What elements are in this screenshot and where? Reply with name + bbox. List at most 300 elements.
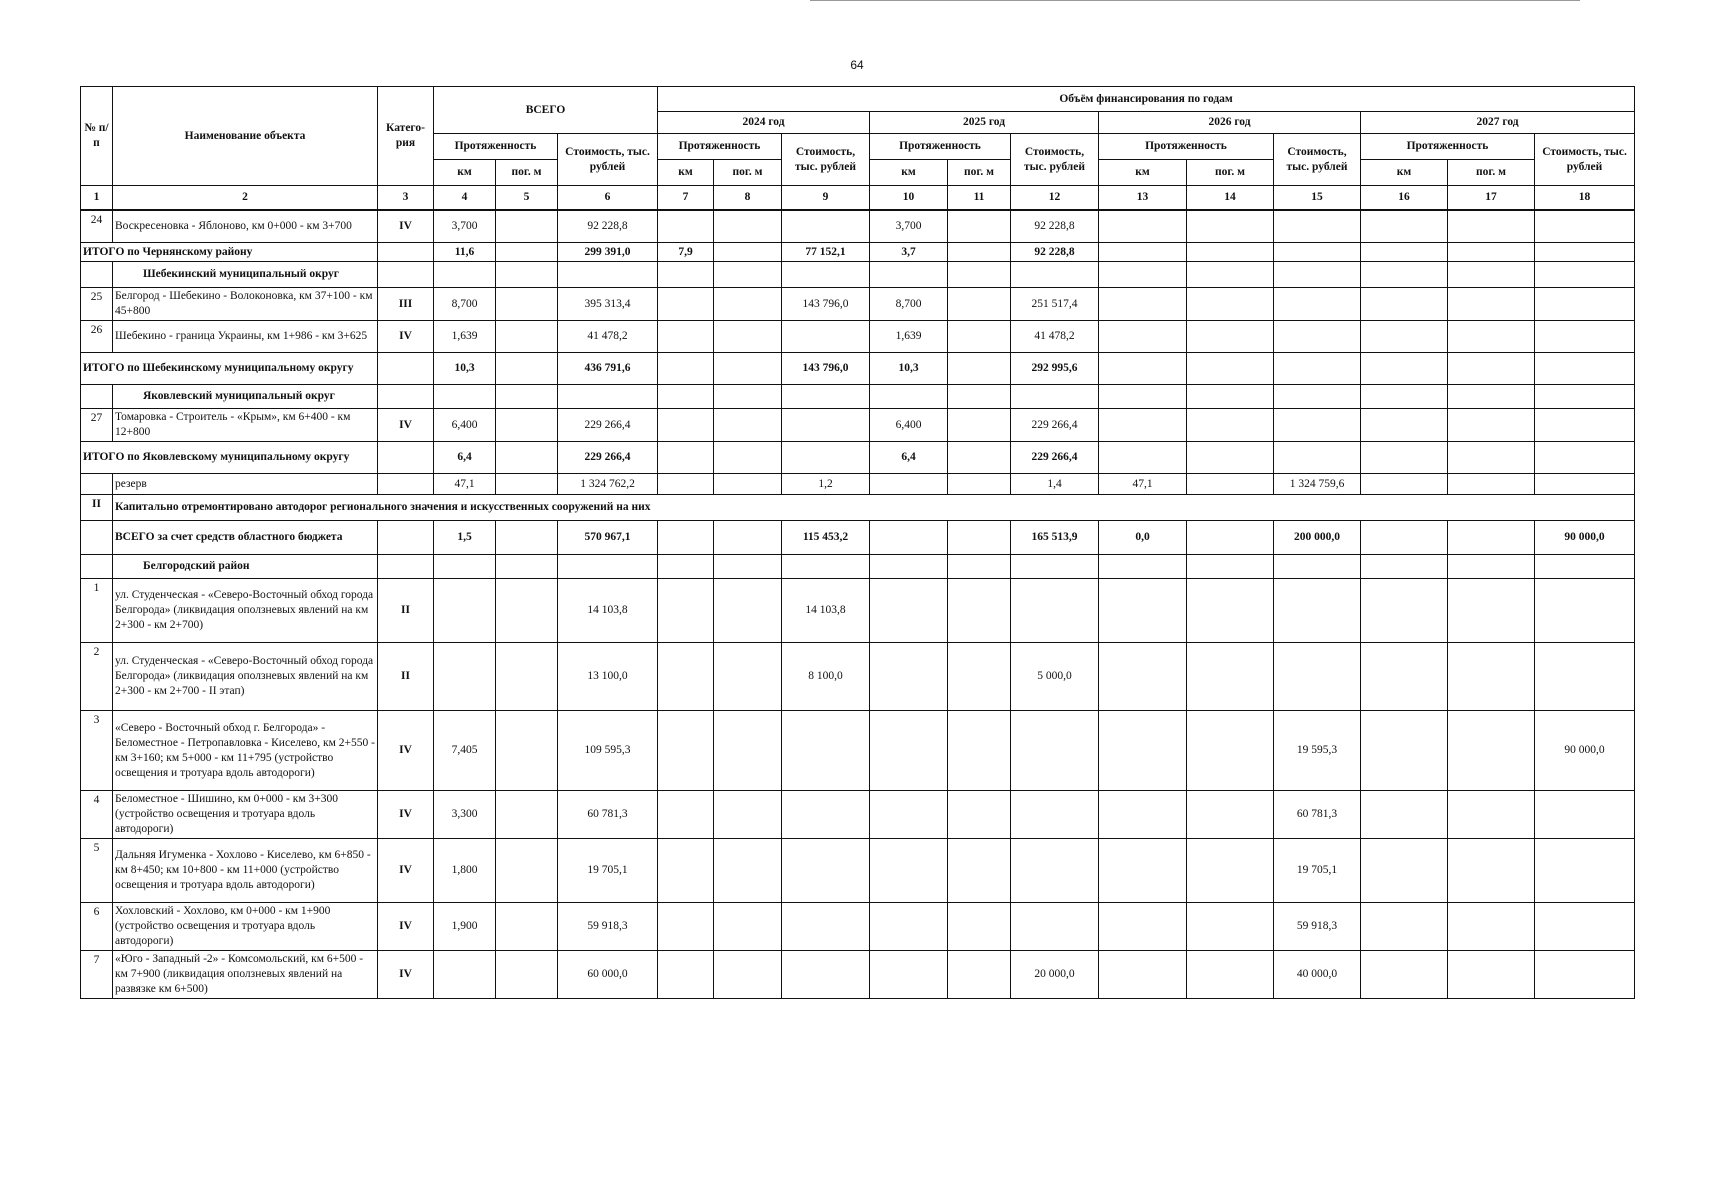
value-cell — [658, 321, 714, 353]
value-cell — [1535, 579, 1635, 643]
value-cell: 59 918,3 — [558, 903, 658, 951]
value-cell — [782, 903, 870, 951]
category-cell: IV — [378, 210, 434, 243]
category-cell: IV — [378, 711, 434, 791]
value-cell: 6,4 — [434, 442, 496, 474]
value-cell: 6,400 — [870, 409, 948, 442]
value-cell — [1099, 288, 1187, 321]
column-index: 16 — [1361, 186, 1448, 210]
value-cell: 8 100,0 — [782, 643, 870, 711]
column-index: 3 — [378, 186, 434, 210]
object-name: ул. Студенческая - «Северо-Восточный обход города Белгорода» (ликвидация оползневых явлений на км 2+300 - км 2+700 - II этап) — [113, 643, 378, 711]
value-cell — [496, 839, 558, 903]
value-cell — [1448, 579, 1535, 643]
value-cell: 143 796,0 — [782, 353, 870, 385]
empty-cell — [1011, 385, 1099, 409]
value-cell — [496, 321, 558, 353]
value-cell — [1099, 643, 1187, 711]
value-cell — [658, 474, 714, 495]
value-cell — [870, 951, 948, 999]
value-cell: 7,405 — [434, 711, 496, 791]
value-cell — [948, 579, 1011, 643]
value-cell — [1535, 321, 1635, 353]
value-cell — [948, 474, 1011, 495]
column-index: 18 — [1535, 186, 1635, 210]
category-cell — [378, 353, 434, 385]
category-cell: IV — [378, 321, 434, 353]
value-cell — [948, 288, 1011, 321]
value-cell — [1361, 409, 1448, 442]
value-cell: 395 313,4 — [558, 288, 658, 321]
value-cell — [714, 321, 782, 353]
value-cell — [1448, 288, 1535, 321]
value-cell: 3,7 — [870, 243, 948, 262]
total-row — [81, 353, 1635, 385]
header-funding: Объём финансирования по годам — [658, 87, 1635, 112]
value-cell — [1361, 474, 1448, 495]
value-cell — [1099, 321, 1187, 353]
total-label: ИТОГО по Шебекинскому муниципальному округу — [81, 353, 378, 385]
category-cell: III — [378, 288, 434, 321]
value-cell — [1448, 903, 1535, 951]
empty-cell — [1535, 555, 1635, 579]
value-cell: 1,5 — [434, 521, 496, 555]
row-number: 1 — [81, 579, 113, 643]
value-cell — [1361, 321, 1448, 353]
value-cell — [782, 442, 870, 474]
empty-cell — [714, 555, 782, 579]
value-cell — [1448, 474, 1535, 495]
empty-cell — [948, 555, 1011, 579]
object-name: Беломестное - Шишино, км 0+000 - км 3+300 (устройство освещения и тротуара вдоль автодороги) — [113, 791, 378, 839]
value-cell — [1535, 353, 1635, 385]
value-cell: 1,639 — [870, 321, 948, 353]
value-cell: 200 000,0 — [1274, 521, 1361, 555]
header-km: км — [658, 160, 714, 186]
value-cell — [714, 442, 782, 474]
value-cell — [1099, 711, 1187, 791]
value-cell: 115 453,2 — [782, 521, 870, 555]
value-cell — [1011, 839, 1099, 903]
row-number: 2 — [81, 643, 113, 711]
category-cell: IV — [378, 791, 434, 839]
header-pm: пог. м — [1448, 160, 1535, 186]
header-length: Протяженность — [1361, 134, 1535, 160]
object-name: резерв — [113, 474, 378, 495]
object-name: Воскресеновка - Яблоново, км 0+000 - км 3+700 — [113, 210, 378, 243]
value-cell — [870, 839, 948, 903]
column-index: 4 — [434, 186, 496, 210]
table-row — [81, 711, 1635, 791]
section-row — [81, 385, 1635, 409]
empty-cell — [1099, 555, 1187, 579]
object-name: Дальняя Игуменка - Хохлово - Киселево, км 6+850 - км 8+450; км 10+800 - км 11+000 (устройство освещения и тротуара вдоль автодороги) — [113, 839, 378, 903]
section-title: Шебекинский муниципальный округ — [113, 262, 378, 288]
value-cell — [1448, 321, 1535, 353]
value-cell: 19 705,1 — [1274, 839, 1361, 903]
empty-cell — [714, 385, 782, 409]
value-cell — [496, 579, 558, 643]
empty-cell — [658, 385, 714, 409]
row-number: 7 — [81, 951, 113, 999]
value-cell: 10,3 — [870, 353, 948, 385]
value-cell — [1535, 791, 1635, 839]
value-cell: 292 995,6 — [1011, 353, 1099, 385]
value-cell — [714, 474, 782, 495]
empty-cell — [1099, 262, 1187, 288]
column-index: 8 — [714, 186, 782, 210]
header-cost: Стоимость, тыс. рублей — [782, 134, 870, 186]
value-cell — [1187, 288, 1274, 321]
empty-cell — [1361, 555, 1448, 579]
value-cell — [714, 951, 782, 999]
value-cell — [1361, 839, 1448, 903]
value-cell — [1274, 288, 1361, 321]
value-cell — [1187, 711, 1274, 791]
value-cell — [1361, 643, 1448, 711]
value-cell: 14 103,8 — [558, 579, 658, 643]
value-cell — [714, 409, 782, 442]
value-cell: 5 000,0 — [1011, 643, 1099, 711]
value-cell — [1448, 353, 1535, 385]
empty-cell — [378, 555, 434, 579]
column-index: 17 — [1448, 186, 1535, 210]
value-cell — [714, 711, 782, 791]
header-pm: пог. м — [1187, 160, 1274, 186]
value-cell: 60 781,3 — [558, 791, 658, 839]
value-cell — [658, 791, 714, 839]
value-cell — [1535, 442, 1635, 474]
value-cell — [1535, 243, 1635, 262]
empty-cell — [1187, 555, 1274, 579]
value-cell — [1274, 442, 1361, 474]
total-row — [81, 521, 1635, 555]
value-cell — [1187, 791, 1274, 839]
value-cell — [1187, 210, 1274, 243]
value-cell — [658, 951, 714, 999]
value-cell — [1099, 409, 1187, 442]
value-cell — [1274, 210, 1361, 243]
total-label: ИТОГО по Чернянскому району — [81, 243, 378, 262]
value-cell — [948, 643, 1011, 711]
value-cell — [1361, 243, 1448, 262]
top-rule — [810, 0, 1580, 1]
value-cell — [658, 579, 714, 643]
value-cell — [948, 839, 1011, 903]
table-body — [81, 210, 1635, 999]
empty-cell — [378, 385, 434, 409]
column-index: 10 — [870, 186, 948, 210]
value-cell — [496, 711, 558, 791]
value-cell: 8,700 — [870, 288, 948, 321]
empty-cell — [1011, 262, 1099, 288]
value-cell — [1274, 243, 1361, 262]
object-name: Хохловский - Хохлово, км 0+000 - км 1+900 (устройство освещения и тротуара вдоль автодороги) — [113, 903, 378, 951]
empty-cell — [1011, 555, 1099, 579]
value-cell: 90 000,0 — [1535, 711, 1635, 791]
value-cell — [870, 579, 948, 643]
value-cell: 60 781,3 — [1274, 791, 1361, 839]
value-cell — [782, 409, 870, 442]
value-cell — [1535, 288, 1635, 321]
value-cell: 59 918,3 — [1274, 903, 1361, 951]
table-row — [81, 791, 1635, 839]
value-cell — [714, 353, 782, 385]
row-num-cell — [81, 385, 113, 409]
funding-table — [80, 86, 1635, 999]
page-number: 64 — [850, 58, 864, 72]
value-cell — [782, 321, 870, 353]
empty-cell — [870, 385, 948, 409]
category-cell: IV — [378, 409, 434, 442]
header-pm: пог. м — [714, 160, 782, 186]
value-cell — [1099, 210, 1187, 243]
value-cell: 40 000,0 — [1274, 951, 1361, 999]
empty-cell — [434, 555, 496, 579]
value-cell — [1448, 839, 1535, 903]
section-title: Яковлевский муниципальный округ — [113, 385, 378, 409]
value-cell — [1187, 442, 1274, 474]
table-row — [81, 839, 1635, 903]
value-cell — [870, 643, 948, 711]
value-cell — [1448, 243, 1535, 262]
value-cell — [496, 288, 558, 321]
value-cell — [714, 521, 782, 555]
value-cell: 10,3 — [434, 353, 496, 385]
value-cell — [714, 210, 782, 243]
value-cell: 60 000,0 — [558, 951, 658, 999]
empty-cell — [1274, 555, 1361, 579]
value-cell — [782, 711, 870, 791]
value-cell — [496, 210, 558, 243]
table-row — [81, 643, 1635, 711]
empty-cell — [558, 385, 658, 409]
row-number: 6 — [81, 903, 113, 951]
value-cell — [1099, 243, 1187, 262]
value-cell: 1,2 — [782, 474, 870, 495]
empty-cell — [434, 262, 496, 288]
value-cell — [658, 409, 714, 442]
value-cell: 19 705,1 — [558, 839, 658, 903]
value-cell — [434, 643, 496, 711]
value-cell: 92 228,8 — [1011, 243, 1099, 262]
table-row — [81, 903, 1635, 951]
column-index: 15 — [1274, 186, 1361, 210]
category-cell — [378, 521, 434, 555]
value-cell — [496, 409, 558, 442]
value-cell — [1274, 321, 1361, 353]
header-length: Протяженность — [658, 134, 782, 160]
header-km: км — [1099, 160, 1187, 186]
empty-cell — [1187, 262, 1274, 288]
value-cell — [1361, 579, 1448, 643]
value-cell — [496, 474, 558, 495]
header-year-2027: 2027 год — [1361, 112, 1635, 134]
empty-cell — [782, 555, 870, 579]
value-cell — [1187, 243, 1274, 262]
value-cell — [1099, 791, 1187, 839]
row-number: 25 — [81, 288, 113, 321]
column-index: 13 — [1099, 186, 1187, 210]
value-cell — [1361, 903, 1448, 951]
value-cell: 165 513,9 — [1011, 521, 1099, 555]
value-cell — [1448, 521, 1535, 555]
total-row — [81, 442, 1635, 474]
value-cell — [1011, 711, 1099, 791]
value-cell: 6,400 — [434, 409, 496, 442]
empty-cell — [1448, 555, 1535, 579]
reserve-row — [81, 474, 1635, 495]
object-name: «Юго - Западный -2» - Комсомольский, км 6+500 - км 7+900 (ликвидация оползневых явлений на развязке км 6+500) — [113, 951, 378, 999]
header-pm: пог. м — [496, 160, 558, 186]
value-cell — [658, 903, 714, 951]
value-cell — [1361, 288, 1448, 321]
value-cell — [1535, 951, 1635, 999]
empty-cell — [496, 385, 558, 409]
header-km: км — [870, 160, 948, 186]
header-year-2025: 2025 год — [870, 112, 1099, 134]
header-km: км — [434, 160, 496, 186]
value-cell — [1274, 579, 1361, 643]
value-cell — [948, 210, 1011, 243]
value-cell — [658, 643, 714, 711]
header-cost: Стоимость, тыс. рублей — [1011, 134, 1099, 186]
value-cell — [1187, 521, 1274, 555]
table-row — [81, 288, 1635, 321]
value-cell — [948, 243, 1011, 262]
empty-cell — [782, 262, 870, 288]
empty-cell — [1535, 385, 1635, 409]
empty-cell — [496, 262, 558, 288]
category-cell — [378, 243, 434, 262]
value-cell — [714, 243, 782, 262]
value-cell: 20 000,0 — [1011, 951, 1099, 999]
value-cell — [496, 442, 558, 474]
table-row — [81, 210, 1635, 243]
value-cell: 229 266,4 — [1011, 409, 1099, 442]
value-cell — [658, 288, 714, 321]
value-cell — [1448, 409, 1535, 442]
row-number — [81, 474, 113, 495]
value-cell — [1099, 579, 1187, 643]
value-cell — [1535, 839, 1635, 903]
empty-cell — [714, 262, 782, 288]
value-cell — [782, 791, 870, 839]
object-name: Белгород - Шебекино - Волоконовка, км 37+100 - км 45+800 — [113, 288, 378, 321]
object-name: Шебекино - граница Украины, км 1+986 - км 3+625 — [113, 321, 378, 353]
value-cell: 251 517,4 — [1011, 288, 1099, 321]
empty-cell — [1361, 385, 1448, 409]
column-index: 2 — [113, 186, 378, 210]
header-cost: Стоимость, тыс. рублей — [1535, 134, 1635, 186]
total-label: ВСЕГО за счет средств областного бюджета — [113, 521, 378, 555]
empty-cell — [1535, 262, 1635, 288]
value-cell — [870, 791, 948, 839]
value-cell — [496, 951, 558, 999]
value-cell — [948, 521, 1011, 555]
empty-cell — [1187, 385, 1274, 409]
row-num-cell — [81, 262, 113, 288]
value-cell — [1448, 643, 1535, 711]
value-cell: 47,1 — [1099, 474, 1187, 495]
value-cell — [1448, 951, 1535, 999]
value-cell — [1011, 903, 1099, 951]
header-cost: Стоимость, тыс. рублей — [1274, 134, 1361, 186]
row-num-cell — [81, 555, 113, 579]
value-cell — [870, 711, 948, 791]
value-cell — [1187, 839, 1274, 903]
value-cell — [496, 521, 558, 555]
value-cell: 3,300 — [434, 791, 496, 839]
value-cell: 143 796,0 — [782, 288, 870, 321]
value-cell: 92 228,8 — [558, 210, 658, 243]
value-cell — [948, 903, 1011, 951]
value-cell — [1187, 643, 1274, 711]
value-cell — [714, 839, 782, 903]
value-cell — [714, 643, 782, 711]
value-cell — [948, 791, 1011, 839]
value-cell — [658, 711, 714, 791]
value-cell: 1,900 — [434, 903, 496, 951]
value-cell — [870, 474, 948, 495]
section-row — [81, 555, 1635, 579]
value-cell — [782, 951, 870, 999]
value-cell: 3,700 — [434, 210, 496, 243]
value-cell — [658, 442, 714, 474]
column-index: 11 — [948, 186, 1011, 210]
value-cell — [1274, 643, 1361, 711]
value-cell — [1535, 210, 1635, 243]
value-cell — [948, 321, 1011, 353]
total-row — [81, 243, 1635, 262]
header-km: км — [1361, 160, 1448, 186]
chapter-title: Капитально отремонтировано автодорог регионального значения и искусственных сооружений на них — [113, 495, 1635, 521]
empty-cell — [870, 555, 948, 579]
object-name: ул. Студенческая - «Северо-Восточный обход города Белгорода» (ликвидация оползневых явлений на км 2+300 - км 2+700) — [113, 579, 378, 643]
row-number: 4 — [81, 791, 113, 839]
category-cell: II — [378, 579, 434, 643]
value-cell — [1099, 903, 1187, 951]
value-cell — [658, 521, 714, 555]
object-name: Томаровка - Строитель - «Крым», км 6+400 - км 12+800 — [113, 409, 378, 442]
value-cell: 109 595,3 — [558, 711, 658, 791]
column-index: 7 — [658, 186, 714, 210]
empty-cell — [782, 385, 870, 409]
value-cell — [714, 791, 782, 839]
column-index: 14 — [1187, 186, 1274, 210]
value-cell: 13 100,0 — [558, 643, 658, 711]
value-cell — [782, 839, 870, 903]
value-cell — [658, 353, 714, 385]
category-cell — [378, 442, 434, 474]
value-cell — [1187, 903, 1274, 951]
column-index-row — [81, 186, 1635, 210]
value-cell — [496, 243, 558, 262]
category-cell: II — [378, 643, 434, 711]
value-cell — [1448, 711, 1535, 791]
value-cell: 11,6 — [434, 243, 496, 262]
value-cell — [1274, 353, 1361, 385]
table-row — [81, 579, 1635, 643]
section-title: Белгородский район — [113, 555, 378, 579]
value-cell — [1187, 409, 1274, 442]
value-cell: 92 228,8 — [1011, 210, 1099, 243]
value-cell: 14 103,8 — [782, 579, 870, 643]
value-cell — [782, 210, 870, 243]
value-cell — [948, 409, 1011, 442]
empty-cell — [496, 555, 558, 579]
value-cell — [658, 210, 714, 243]
